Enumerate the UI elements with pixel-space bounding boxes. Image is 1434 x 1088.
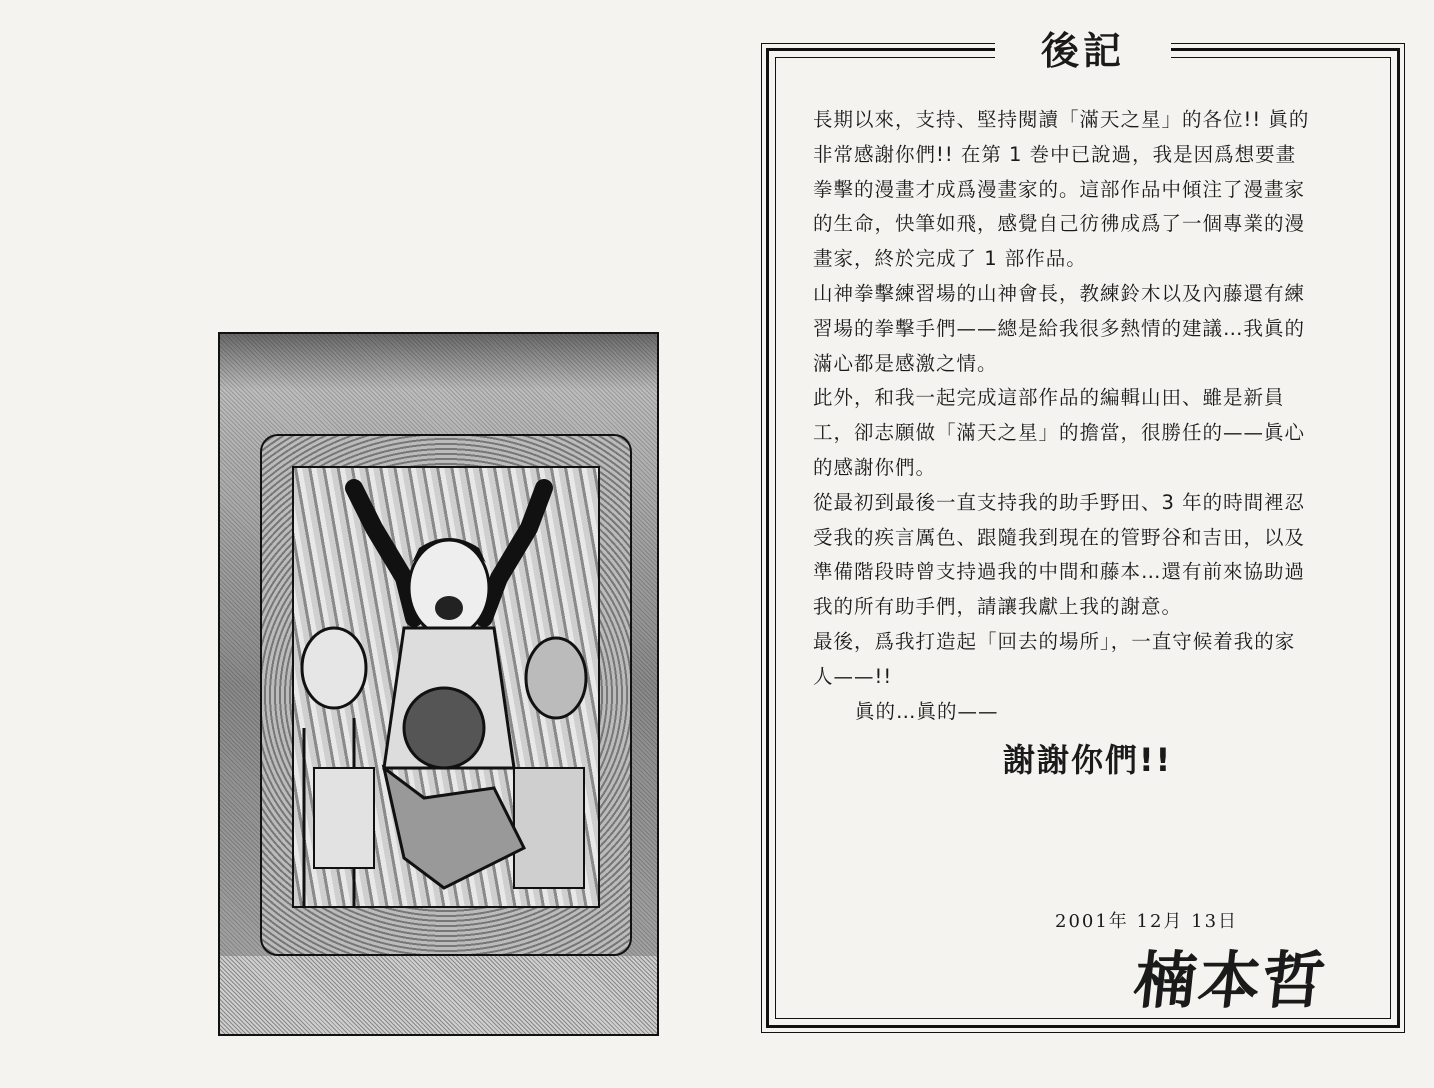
afterword-title: 後記: [995, 21, 1171, 81]
afterword-panel: [766, 28, 1400, 1028]
manga-illustration: [218, 332, 659, 1036]
afterword-paragraph-4: 從最初到最後一直支持我的助手野田、3 年的時間裡忍受我的疾言厲色、跟隨我到現在的管野谷和吉田，以及準備階段時曾支持過我的中間和藤本…還有前來協助過我的所有助手們，請讓我獻上我的謝意。: [813, 490, 1306, 619]
afterword-paragraph-3: 此外，和我一起完成這部作品的編輯山田、雖是新員工，卻志願做「滿天之星」的擔當，很勝任的——眞心的感謝你們。: [813, 386, 1306, 479]
author-signature: 楠本哲: [1130, 944, 1331, 1017]
illustration-floor-pattern: [220, 956, 657, 1034]
afterword-paragraph-2: 山神拳擊練習場的山神會長，教練鈴木以及內藤還有練習場的拳擊手們——總是給我很多熱情的建議…我眞的滿心都是感激之情。: [813, 281, 1306, 375]
boxers-celebrating-drawing: [294, 468, 598, 906]
afterword-body: [813, 103, 1313, 729]
afterword-paragraph-1: 長期以來，支持、堅持閱讀「滿天之星」的各位!! 眞的非常感謝你們!! 在第 1 巻中已說過，我是因爲想要畫拳擊的漫畫才成爲漫畫家的。這部作品中傾注了漫畫家的生命，快筆如飛，感覺自己彷彿成爲了一個專業的漫畫家，終於完成了 1 部作品。: [813, 108, 1310, 271]
illustration-card: [260, 434, 632, 956]
afterword-paragraph-5: 最後，爲我打造起「回去的場所」，一直守候着我的家人——!!: [813, 629, 1296, 688]
illustration-scene: [292, 466, 600, 908]
closing-line: 眞的…眞的——: [855, 699, 999, 723]
signature-date: 2001年 12月 13日: [1055, 911, 1239, 932]
thanks-heading: 謝謝你們!!: [1003, 741, 1173, 779]
